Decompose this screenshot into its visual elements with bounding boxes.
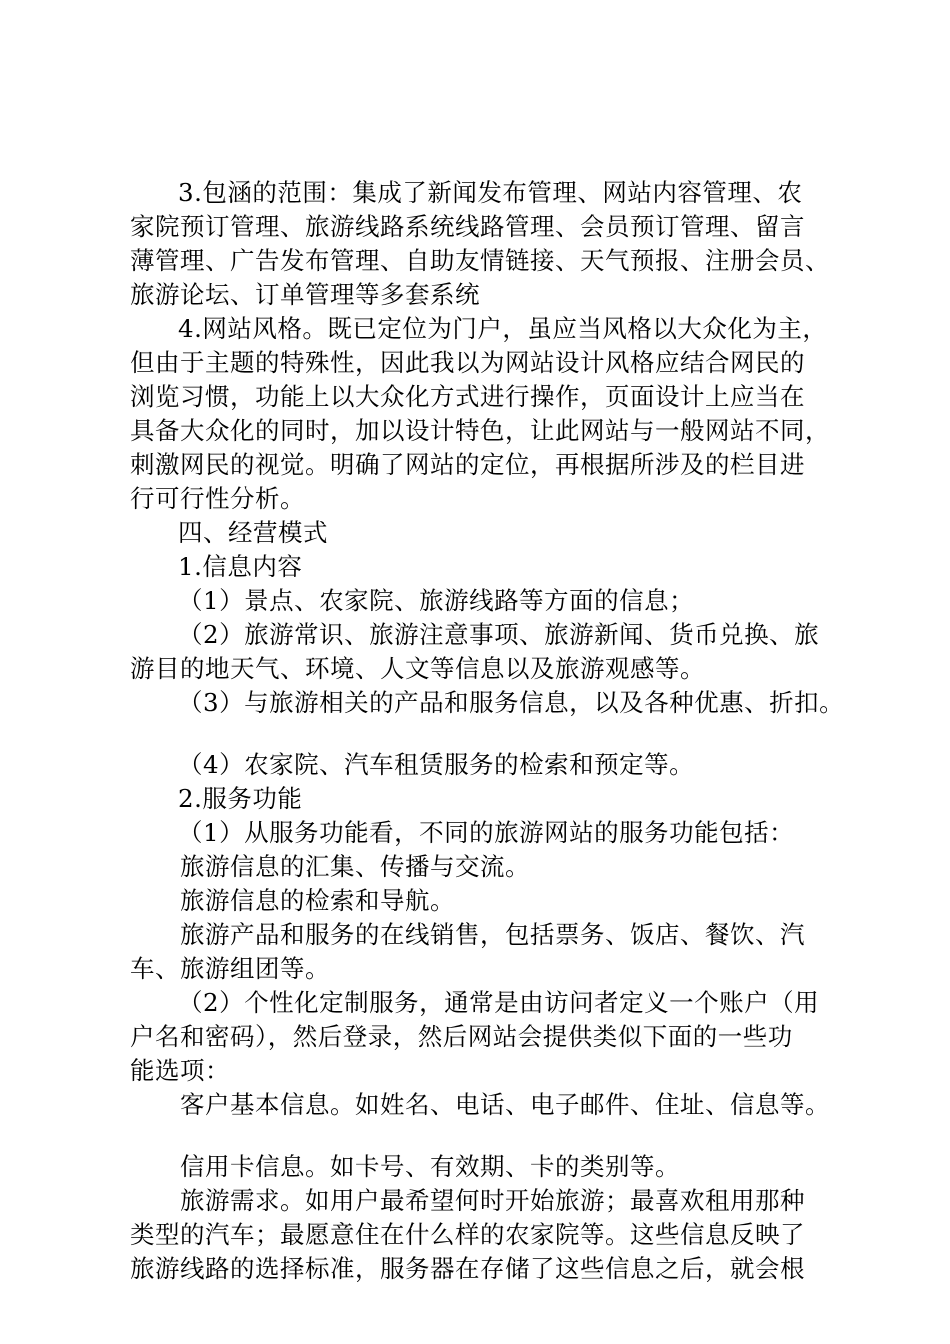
paragraph-line: 旅游论坛、订单管理等多套系统: [130, 280, 480, 309]
paragraph-line: 行可行性分析。: [130, 484, 305, 513]
paragraph-line: 旅游需求。如用户最希望何时开始旅游；最喜欢租用那种: [180, 1186, 805, 1215]
paragraph-line: 旅游产品和服务的在线销售，包括票务、饭店、餐饮、汽: [180, 920, 805, 949]
paragraph-line: 4.网站风格。既已定位为门户，虽应当风格以大众化为主，: [178, 314, 828, 343]
paragraph-line: 3.包涵的范围：集成了新闻发布管理、网站内容管理、农: [178, 178, 803, 207]
paragraph-line: 户名和密码），然后登录，然后网站会提供类似下面的一些功: [130, 1022, 793, 1051]
section-heading: 四、经营模式: [178, 518, 328, 547]
paragraph-line: （1）景点、农家院、旅游线路等方面的信息；: [178, 586, 695, 615]
paragraph-line: 薄管理、广告发布管理、自助友情链接、天气预报、注册会员、: [130, 246, 830, 275]
paragraph-line: 旅游信息的汇集、传播与交流。: [180, 852, 530, 881]
paragraph-line: 客户基本信息。如姓名、电话、电子邮件、住址、信息等。: [180, 1090, 830, 1119]
paragraph-line: 刺激网民的视觉。明确了网站的定位，再根据所涉及的栏目进: [130, 450, 805, 479]
paragraph-line: 家院预订管理、旅游线路系统线路管理、会员预订管理、留言: [130, 212, 805, 241]
subsection-heading: 1.信息内容: [178, 552, 303, 581]
paragraph-line: 车、旅游组团等。: [130, 954, 330, 983]
paragraph-line: （3）与旅游相关的产品和服务信息，以及各种优惠、折扣。: [178, 688, 845, 717]
paragraph-line: 类型的汽车；最愿意住在什么样的农家院等。这些信息反映了: [130, 1220, 805, 1249]
paragraph-line: （1）从服务功能看，不同的旅游网站的服务功能包括：: [178, 818, 795, 847]
paragraph-line: （2）个性化定制服务，通常是由访问者定义一个账户（用: [178, 988, 820, 1017]
paragraph-line: 游目的地天气、环境、人文等信息以及旅游观感等。: [130, 654, 705, 683]
subsection-heading: 2.服务功能: [178, 784, 303, 813]
paragraph-line: （4）农家院、汽车租赁服务的检索和预定等。: [178, 750, 695, 779]
paragraph-line: 旅游信息的检索和导航。: [180, 886, 455, 915]
paragraph-line: 浏览习惯，功能上以大众化方式进行操作，页面设计上应当在: [130, 382, 805, 411]
paragraph-line: 能选项：: [130, 1056, 230, 1085]
paragraph-line: 但由于主题的特殊性，因此我以为网站设计风格应结合网民的: [130, 348, 805, 377]
paragraph-line: 具备大众化的同时，加以设计特色，让此网站与一般网站不同，: [130, 416, 830, 445]
paragraph-line: 信用卡信息。如卡号、有效期、卡的类别等。: [180, 1152, 680, 1181]
paragraph-line: 旅游线路的选择标准，服务器在存储了这些信息之后，就会根: [130, 1254, 805, 1283]
paragraph-line: （2）旅游常识、旅游注意事项、旅游新闻、货币兑换、旅: [178, 620, 820, 649]
